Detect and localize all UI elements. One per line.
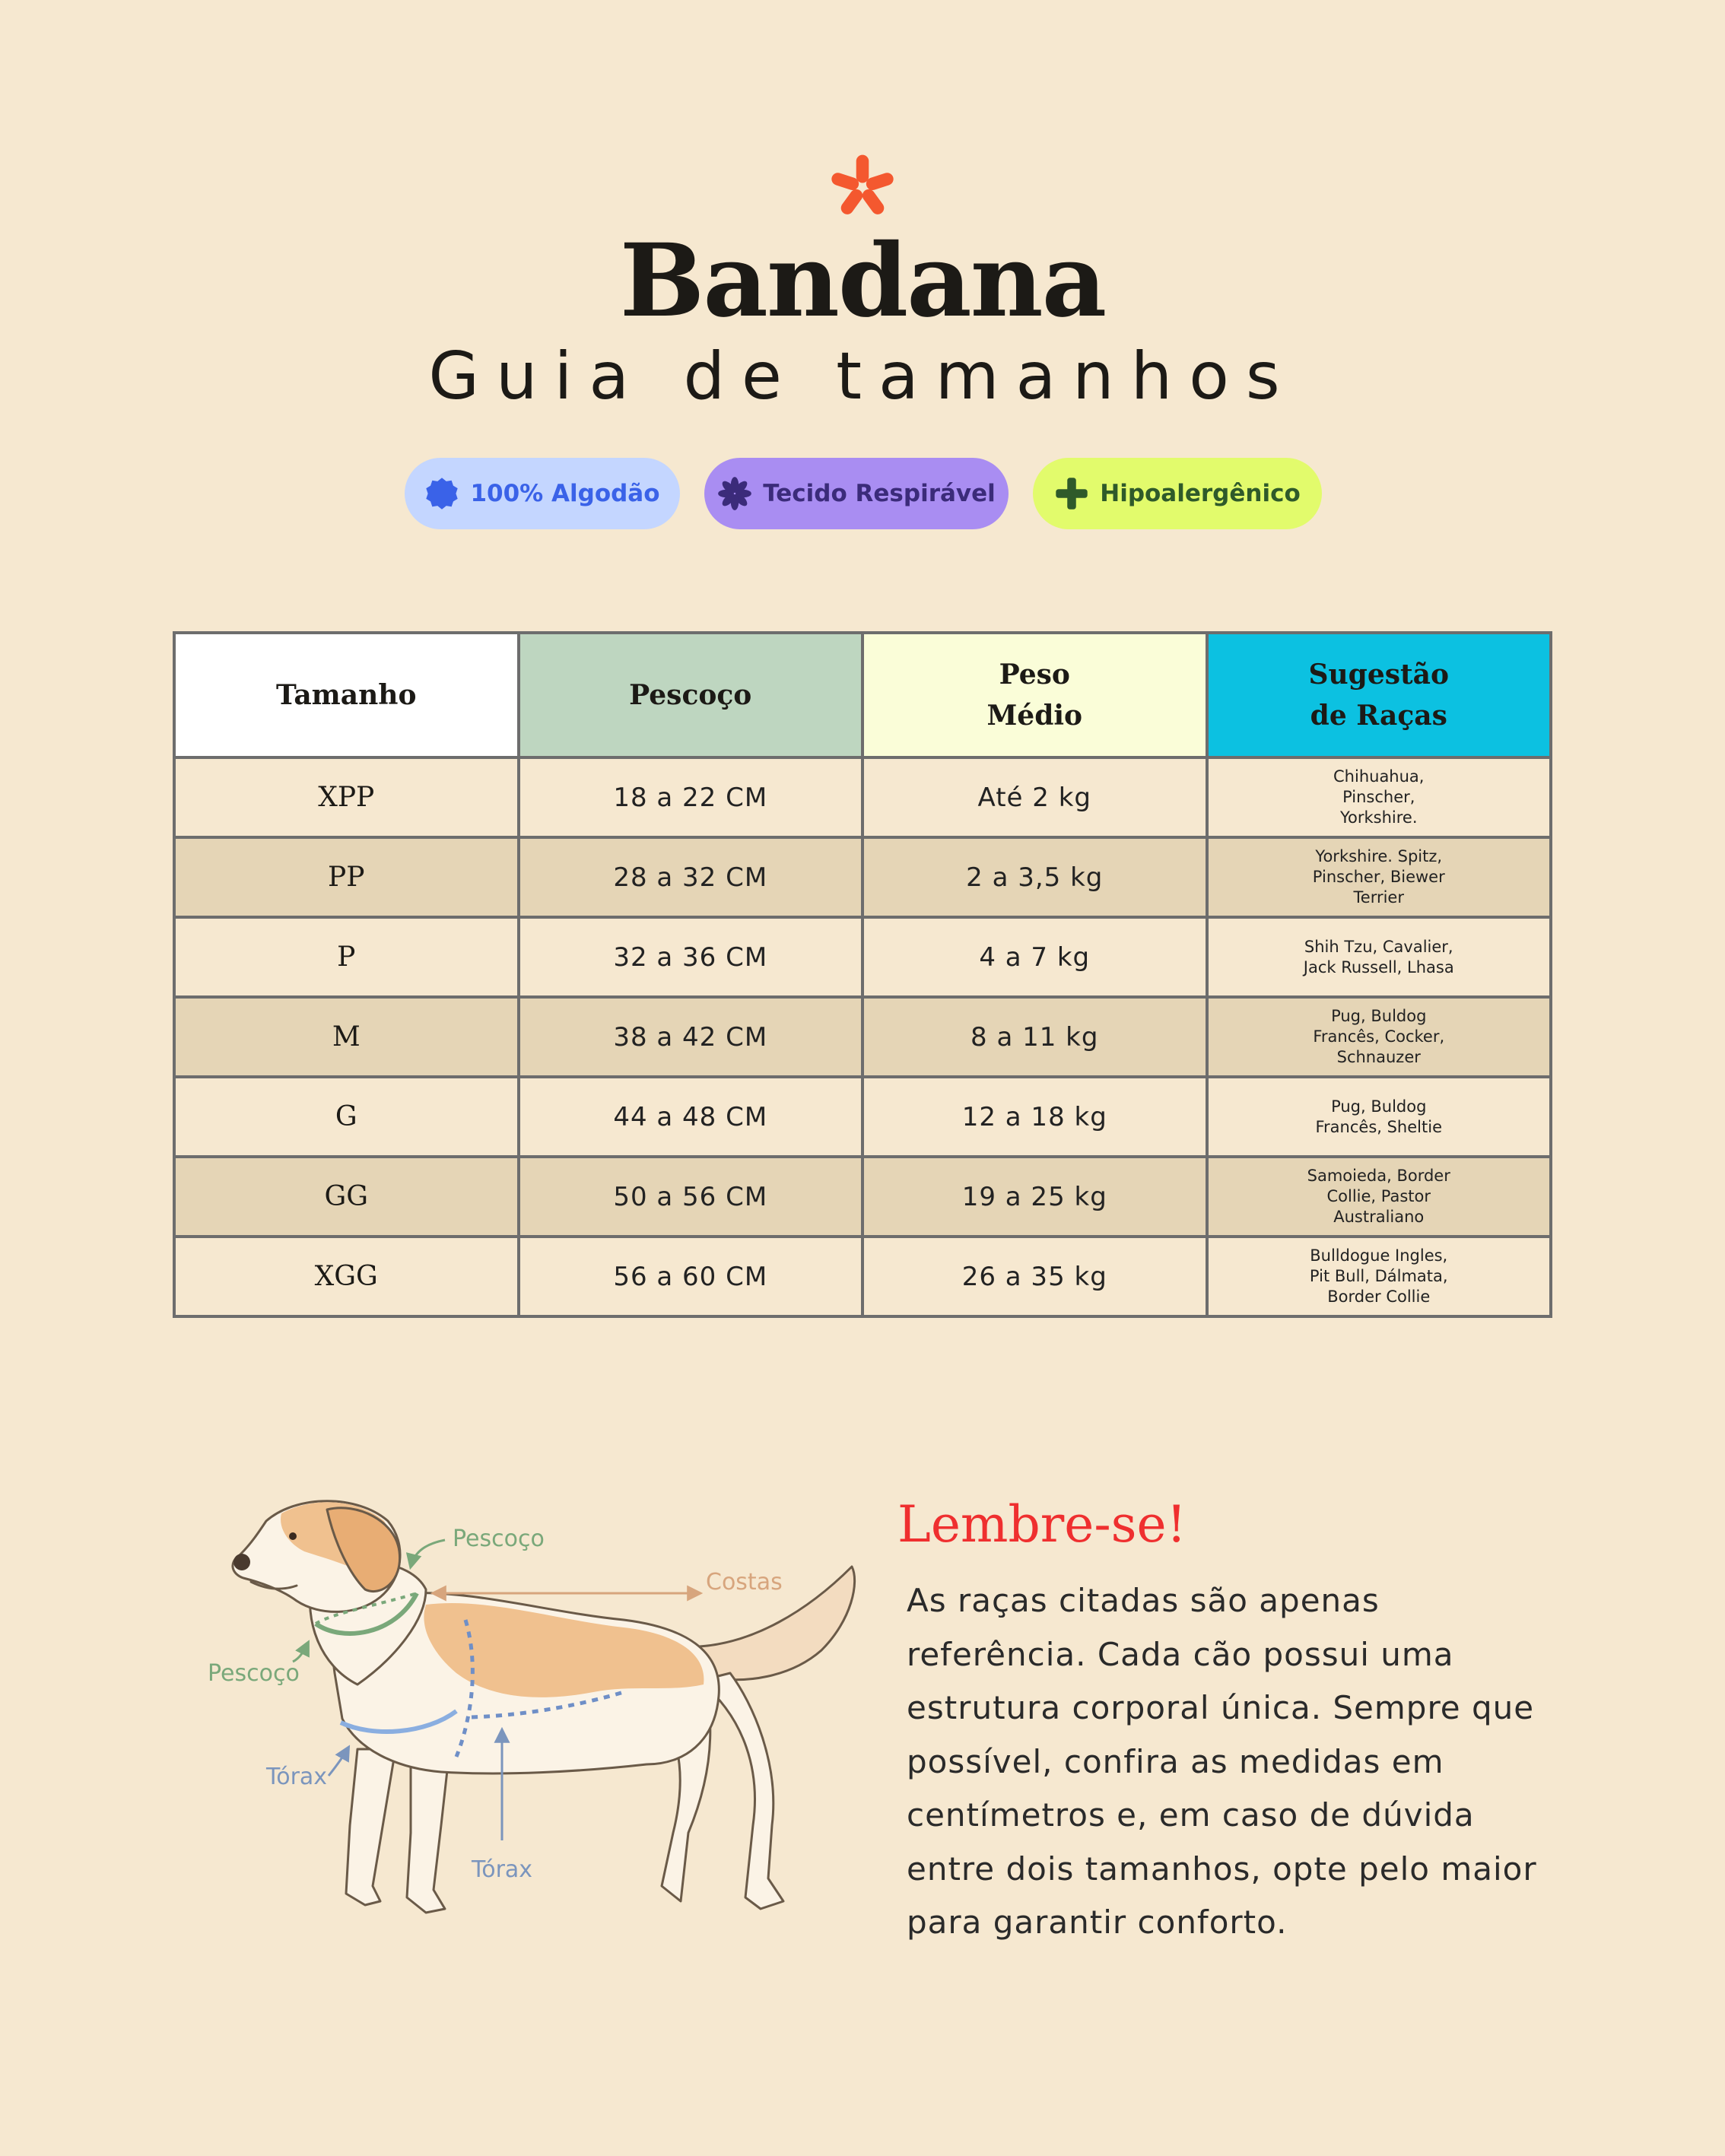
badge-breathable	[704, 458, 1009, 529]
header-weight: Peso Médio	[862, 633, 1207, 757]
cell-weight: 8 a 11 kg	[862, 997, 1207, 1077]
asterisk-flower-icon	[717, 476, 752, 511]
header-size: Tamanho	[174, 633, 519, 757]
cell-weight: 12 a 18 kg	[862, 1077, 1207, 1157]
cell-weight: Até 2 kg	[862, 757, 1207, 837]
cell-neck: 50 a 56 CM	[519, 1157, 863, 1237]
cell-size: P	[174, 917, 519, 997]
cell-breeds: Pug, Buldog Francês, Cocker, Schnauzer	[1207, 997, 1552, 1077]
feature-badges	[0, 458, 1725, 529]
cell-breeds: Samoieda, Border Collie, Pastor Australiano	[1207, 1157, 1552, 1237]
badge-cotton	[405, 458, 680, 529]
label-chest-bottom: Tórax	[472, 1856, 533, 1883]
table-row	[174, 757, 1551, 837]
badge-hypoallergenic-label: Hipoalergênico	[1100, 480, 1301, 507]
header-neck: Pescoço	[519, 633, 863, 757]
asterisk-icon	[828, 152, 897, 222]
table-row	[174, 1237, 1551, 1316]
label-chest-side: Tórax	[266, 1764, 328, 1790]
cell-size: XPP	[174, 757, 519, 837]
cell-breeds: Bulldogue Ingles, Pit Bull, Dálmata, Border Collie	[1207, 1237, 1552, 1316]
table-row	[174, 837, 1551, 917]
table-header-row	[174, 633, 1551, 757]
table-row	[174, 997, 1551, 1077]
cell-neck: 28 a 32 CM	[519, 837, 863, 917]
size-table	[173, 631, 1552, 1318]
cell-size: G	[174, 1077, 519, 1157]
page-subtitle: Guia de tamanhos	[428, 338, 1297, 414]
cell-breeds: Yorkshire. Spitz, Pinscher, Biewer Terrier	[1207, 837, 1552, 917]
cell-neck: 38 a 42 CM	[519, 997, 863, 1077]
cell-weight: 2 a 3,5 kg	[862, 837, 1207, 917]
header-breeds: Sugestão de Raças	[1207, 633, 1552, 757]
table-row	[174, 1077, 1551, 1157]
label-back: Costas	[706, 1569, 783, 1596]
cell-size: XGG	[174, 1237, 519, 1316]
cell-size: PP	[174, 837, 519, 917]
octagon-badge-icon	[424, 476, 459, 511]
cell-weight: 4 a 7 kg	[862, 917, 1207, 997]
badge-breathable-label: Tecido Respirável	[763, 480, 996, 507]
cell-breeds: Shih Tzu, Cavalier, Jack Russell, Lhasa	[1207, 917, 1552, 997]
plus-icon	[1054, 476, 1089, 511]
cell-weight: 19 a 25 kg	[862, 1157, 1207, 1237]
label-neck-top: Pescoço	[453, 1526, 545, 1552]
reminder-text: As raças citadas são apenas referência. Cada cão possui uma estrutura corporal única. Sempre que possível, confira as medidas em centímetros e, em caso de dúvida entre dois tamanhos, opte pelo maior para garantir conforto.	[907, 1582, 1537, 1941]
reminder-title: Lembre-se!	[897, 1495, 1187, 1554]
cell-neck: 18 a 22 CM	[519, 757, 863, 837]
table-row	[174, 917, 1551, 997]
cell-breeds: Chihuahua, Pinscher, Yorkshire.	[1207, 757, 1552, 837]
cell-size: GG	[174, 1157, 519, 1237]
cell-weight: 26 a 35 kg	[862, 1237, 1207, 1316]
cell-neck: 44 a 48 CM	[519, 1077, 863, 1157]
cell-neck: 32 a 36 CM	[519, 917, 863, 997]
badge-hypoallergenic	[1033, 458, 1322, 529]
cell-size: M	[174, 997, 519, 1077]
badge-cotton-label: 100% Algodão	[470, 480, 660, 507]
page-title: Bandana	[619, 222, 1106, 340]
table-row	[174, 1157, 1551, 1237]
label-neck-side: Pescoço	[208, 1660, 300, 1687]
cell-neck: 56 a 60 CM	[519, 1237, 863, 1316]
dog-figure	[233, 1501, 855, 1913]
dog-measurement-illustration	[190, 1475, 875, 1947]
cell-breeds: Pug, Buldog Francês, Sheltie	[1207, 1077, 1552, 1157]
